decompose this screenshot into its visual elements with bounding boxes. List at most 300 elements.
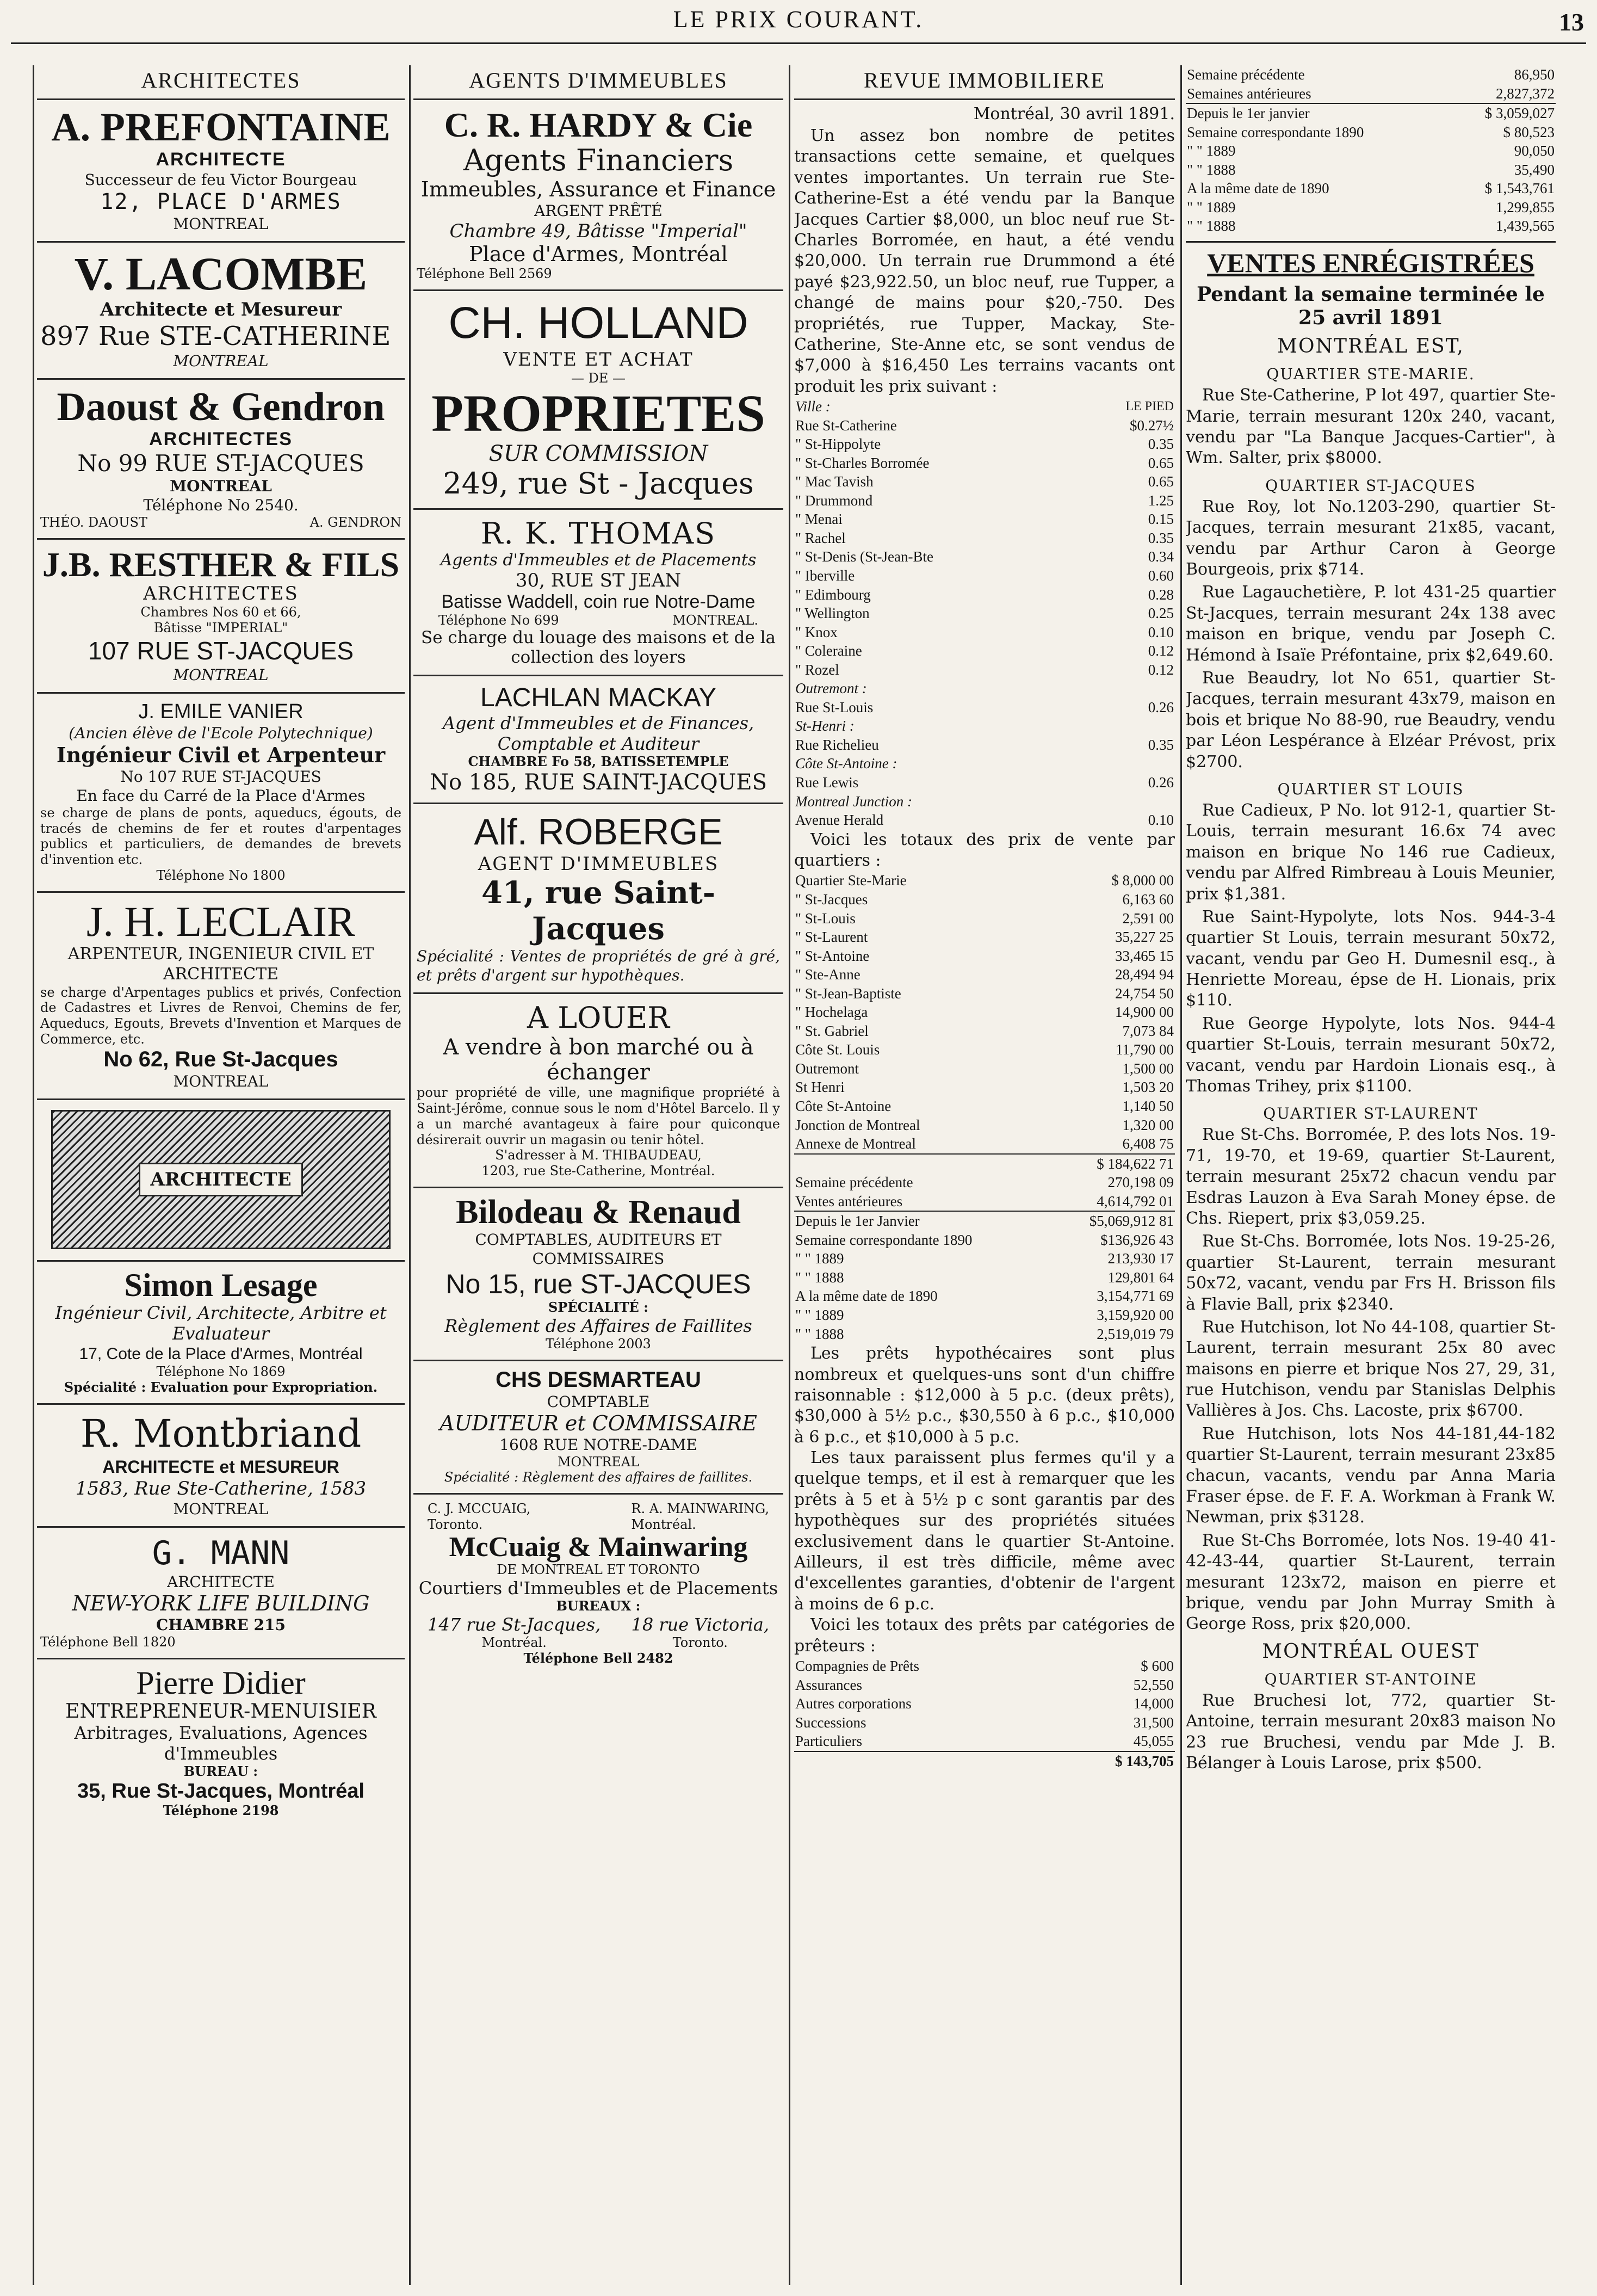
advertiser-specialty: Spécialité : Ventes de propriétés de gré à gré, et prêts d'argent sur hypothèques. <box>417 947 780 985</box>
advertiser-address: No 107 RUE ST-JACQUES <box>120 767 321 786</box>
row-value: 270,198 09 <box>1107 1174 1174 1191</box>
section-title: REVUE IMMOBILIERE <box>794 65 1175 100</box>
advertiser-address: 41, rue Saint-Jacques <box>481 875 716 947</box>
row-value: 0.28 <box>1148 586 1174 603</box>
row-value: 0.12 <box>1148 643 1174 659</box>
lenders-total: $ 143,705 <box>1091 1751 1175 1771</box>
row-label: A la même date de 1890 <box>795 1288 938 1305</box>
quartier-heading: QUARTIER ST-LAURENT <box>1263 1104 1478 1123</box>
row-label: " St-Antoine <box>795 947 870 964</box>
rates-paragraph: Les taux paraissent plus fermes qu'il y a quelque temps, et il est à remarquer que les prêts à 5 et à 5½ p c sont garantis par des hypothèques sur des propriétés situées exclusivement dans le quartier St-Antoine. Ailleurs, il est très difficile, même avec d'excellentes garanties, d'obtenir de l'argent à moins de 6 p.c. <box>794 1448 1175 1614</box>
table-row <box>794 1078 1175 1097</box>
intro-paragraph: Un assez bon nombre de petites transactions cette semaine, et quelques ventes importantes. Un terrain rue Ste-Catherine-Est a été vendu par la Banque Jacques Cartier $8,000, un bloc neuf rue St-Charles Borromée, en haut, a été vendu $20,000. Un terrain rue Drummond a été payé $23,922.50, un bloc neuf, rue Tupper, a changé de mains pour $20,-750. Des propriétés, rue Tupper, Mackay, Ste-Catherine, Ste-Anne etc, se sont vendus de $7,000 à $16,450 Les terrains vacants ont produit les prix suivant : <box>794 126 1175 396</box>
advertiser-room: CHAMBRE Fo 58, BATISSETEMPLE <box>468 754 729 770</box>
row-label: " " 1888 <box>1187 218 1236 234</box>
table-row <box>794 510 1175 529</box>
row-value: 129,801 64 <box>1107 1269 1174 1286</box>
advertiser-name: CH. HOLLAND <box>448 298 748 348</box>
table-row <box>1186 161 1556 180</box>
advertiser-role: Agent d'Immeubles et de Finances, Comptable et Auditeur <box>442 713 754 755</box>
advertiser-address: 17, Cote de la Place d'Armes, Montréal <box>79 1344 363 1363</box>
row-label: " Coleraine <box>795 643 862 659</box>
table-row <box>794 661 1175 680</box>
advertiser-address: 1583, Rue Ste-Catherine, 1583 <box>75 1477 367 1499</box>
ad-illustration <box>37 1100 405 1262</box>
advertiser-name: CHS DESMARTEAU <box>496 1367 701 1392</box>
row-label: " Mac Tavish <box>795 473 874 490</box>
row-value: 1,500 00 <box>1122 1060 1174 1077</box>
table-row <box>794 529 1175 548</box>
row-label: " Wellington <box>795 605 870 622</box>
advertiser-room: Chambre 49, Bâtisse "Imperial" <box>449 220 747 243</box>
total-value: $ 3,059,027 <box>1472 103 1556 123</box>
subtotal-value: $ 184,622 71 <box>1088 1154 1175 1174</box>
table-row <box>794 947 1175 966</box>
table-row <box>794 566 1175 585</box>
advertiser-role: AGENT D'IMMEUBLES <box>478 853 719 875</box>
row-label: Semaine précédente <box>1187 66 1305 83</box>
row-value: 35,490 <box>1514 161 1555 178</box>
totals-intro: Voici les totaux des prix de vente par quartiers : <box>794 830 1175 871</box>
table-row <box>794 871 1175 890</box>
office-city: Montréal. <box>481 1635 547 1651</box>
advertiser-name: C. R. HARDY & Cie <box>444 106 753 144</box>
advertiser-address: 1608 RUE NOTRE-DAME <box>499 1435 697 1454</box>
column-divider <box>409 65 411 2285</box>
advertiser-city: MONTREAL <box>173 1499 269 1518</box>
advertiser-building: Batisse Waddell, coin rue Notre-Dame <box>441 591 756 612</box>
notice-subtitle: A vendre à bon marché ou à échanger <box>443 1035 754 1085</box>
row-label: Quartier Ste-Marie <box>795 872 907 889</box>
row-value: 2,591 00 <box>1122 910 1174 927</box>
row-label: Semaine correspondante 1890 <box>1187 124 1364 140</box>
row-label: " St-Hippolyte <box>795 436 881 453</box>
column-revue <box>794 65 1175 2274</box>
advertiser-role: Architecte et Mesureur <box>100 298 342 320</box>
engraving-image <box>51 1110 391 1249</box>
street-name: Avenue Herald <box>795 812 884 829</box>
advertiser-phone: Téléphone No 1869 <box>156 1364 286 1380</box>
table-row <box>794 1022 1175 1041</box>
row-label: St Henri <box>795 1079 845 1096</box>
column-divider <box>789 65 790 2285</box>
row-value: 7,073 84 <box>1122 1022 1174 1039</box>
row-value: 2,827,372 <box>1496 85 1555 102</box>
table-row <box>794 1097 1175 1116</box>
advertiser-room: CHAMBRE 215 <box>156 1615 286 1634</box>
quartier-totals-table <box>794 871 1175 1343</box>
ad-hardy <box>413 100 783 291</box>
advertiser-city: MONTREAL <box>170 477 272 496</box>
advertiser-city: MONTREAL <box>173 352 269 371</box>
row-label: Semaine précédente <box>795 1174 913 1191</box>
row-label: Semaines antérieures <box>1187 85 1311 102</box>
row-value: 35,227 25 <box>1115 929 1174 946</box>
row-value: 1,140 50 <box>1122 1098 1174 1114</box>
advertiser-phone: Téléphone No 1800 <box>156 867 286 883</box>
advertiser-role: ARCHITECTES <box>143 583 299 605</box>
table-row <box>794 1676 1175 1695</box>
sale-entry: Rue George Hypolyte, lots Nos. 944-4 quartier St-Louis, terrain mesurant 50x72, vacant, vendu par Hardoin Lionais esq., à Thomas Trihey, prix $1100. <box>1186 1014 1556 1096</box>
table-row <box>794 1134 1175 1154</box>
price-table-suburbs <box>794 679 1175 829</box>
table-row <box>794 909 1175 928</box>
lenders-table <box>794 1657 1175 1770</box>
row-value: 86,950 <box>1514 66 1555 83</box>
advertiser-de: — DE — <box>571 370 626 386</box>
row-label: Autres corporations <box>795 1695 912 1712</box>
advertiser-phone: Téléphone 2003 <box>546 1336 651 1351</box>
row-value: 0.65 <box>1148 454 1174 471</box>
street-name: Rue Richelieu <box>795 736 879 753</box>
ad-thomas <box>413 510 783 677</box>
row-label: A la même date de 1890 <box>1187 180 1329 197</box>
advertiser-role: ENTREPRENEUR-MENUISIER <box>65 1700 376 1723</box>
row-value: 0.15 <box>1148 511 1174 528</box>
advertiser-name: Alf. ROBERGE <box>474 811 723 853</box>
loans-paragraph: Les prêts hypothécaires sont plus nombreux et quelques-uns sont d'un chiffre raisonnable : $12,000 à 5 p.c. (deux prêts), $30,000 à 5½ p.c., $30,550 à 6 p.c., $10,000 à 6 p.c., et $10,000 à 5 p.c. <box>794 1344 1175 1447</box>
row-value: 45,055 <box>1133 1733 1174 1750</box>
week-title: Pendant la semaine terminée le 25 avril 1891 <box>1197 282 1545 330</box>
sale-entry: Rue Cadieux, P No. lot 912-1, quartier St-Louis, terrain mesurant 16.6x 74 avec maison en brique No 146 rue Cadieux, vendu par Alfred Rimbreau à Louis Meunier, prix $1,381. <box>1186 800 1556 904</box>
advertiser-name: J. EMILE VANIER <box>138 700 304 723</box>
table-row <box>794 435 1175 454</box>
advertiser-note: Successeur de feu Victor Bourgeau <box>84 170 357 189</box>
row-label: Outremont <box>795 1060 859 1077</box>
row-value: 6,408 75 <box>1122 1135 1174 1152</box>
table-row <box>794 1325 1175 1344</box>
quartier-heading: QUARTIER ST-JACQUES <box>1265 476 1476 495</box>
sale-entry: Rue Roy, lot No.1203-290, quartier St-Jacques, terrain mesurant 21x85, vacant, vendu par Arthur Caron à George Bourgeois, prix $714. <box>1186 497 1556 579</box>
advertiser-city: MONTREAL <box>557 1454 640 1470</box>
advertiser-description: Se charge du louage des maisons et de la collection des loyers <box>421 628 776 668</box>
table-row <box>1186 217 1556 236</box>
table-row <box>794 1059 1175 1078</box>
row-label: " St. Gabriel <box>795 1022 869 1039</box>
row-value: 1,439,565 <box>1496 218 1555 234</box>
sales-entries-west <box>1186 1670 1556 1774</box>
sale-entry: Rue Beaudry, lot No 651, quartier St-Jacques, terrain mesurant 43x79, maison en bois et brique No 88-90, rue Beaudry, vendu par Léon Lespérance à Elzéar Prévost, prix $2700. <box>1186 668 1556 771</box>
row-value: 3,154,771 69 <box>1097 1288 1174 1305</box>
header-rule <box>11 42 1586 44</box>
table-row <box>794 585 1175 604</box>
advertiser-name: Simon Lesage <box>124 1267 318 1303</box>
advertiser-name: Daoust & Gendron <box>57 385 385 430</box>
advertiser-role: ARCHITECTE et MESUREUR <box>102 1456 339 1477</box>
partner-name: A. GENDRON <box>310 515 401 530</box>
advertiser-name: R. Montbriand <box>80 1411 362 1456</box>
advertiser-role: ARCHITECTE <box>167 1572 275 1591</box>
row-label: " " 1889 <box>1187 199 1236 215</box>
table-row <box>1186 179 1556 198</box>
row-value: 1,320 00 <box>1122 1116 1174 1133</box>
advertiser-service: SUR COMMISSION <box>488 441 708 466</box>
quartier-heading: QUARTIER ST LOUIS <box>1277 780 1464 798</box>
price-unit: LE PIED <box>1125 399 1174 413</box>
advertiser-role: Agents Financiers <box>463 143 734 178</box>
advertiser-name: G. MANN <box>152 1534 290 1572</box>
sales-entries-east <box>1186 365 1556 1634</box>
advertiser-address: 107 RUE ST-JACQUES <box>88 636 354 665</box>
row-label: " " 1889 <box>1187 143 1236 159</box>
street-name: Rue St-Louis <box>795 699 874 715</box>
advertiser-name: A. PREFONTAINE <box>51 105 391 150</box>
advertiser-specialty: Spécialité : Evaluation pour Expropriation. <box>64 1379 378 1396</box>
row-value: 14,900 00 <box>1115 1004 1174 1021</box>
advertiser-address: Place d'Armes, Montréal <box>469 242 728 267</box>
advertiser-headline: PROPRIETES <box>431 384 765 442</box>
advertiser-description: se charge de plans de ponts, aqueducs, égouts, de tracés de chemins de fer et routes d'arpentages publics et particuliers, de demandes de brevets d'invention etc. <box>40 805 401 868</box>
row-value: 3,159,920 00 <box>1097 1307 1174 1324</box>
row-value: 0.35 <box>1148 436 1174 453</box>
ad-resther <box>37 540 405 694</box>
section-title: ARCHITECTES <box>37 65 405 100</box>
row-label: " St-Jacques <box>795 891 868 908</box>
partner-name: R. A. MAINWARING, <box>631 1501 769 1517</box>
column-agents <box>413 65 783 2274</box>
ad-montbriand <box>37 1405 405 1528</box>
notice-address: 1203, rue Ste-Catherine, Montréal. <box>481 1163 715 1179</box>
column-divider <box>1180 65 1182 2285</box>
advertiser-city: MONTREAL <box>173 1072 269 1090</box>
advertiser-specialty: Spécialité : Règlement des affaires de faillites. <box>444 1470 753 1485</box>
row-value: $ 8,000 00 <box>1111 872 1174 889</box>
table-row <box>794 1657 1175 1676</box>
quartier-heading: QUARTIER ST-ANTOINE <box>1264 1670 1477 1688</box>
row-label: Annexe de Montreal <box>795 1135 916 1152</box>
advertiser-phone: Téléphone Bell 2569 <box>417 266 552 282</box>
ad-roberge <box>413 804 783 994</box>
engraving-label: ARCHITECTE <box>139 1163 302 1196</box>
office-label: BUREAUX : <box>556 1598 641 1614</box>
row-label: Particuliers <box>795 1733 862 1750</box>
advertiser-description: se charge d'Arpentages publics et privés, Confection de Cadastres et Livres de Renvoi, Chemins de fer, Aqueducs, Egouts, Brevets d'Invention et Marques de Commerce, etc. <box>40 984 401 1047</box>
advertiser-address: No 99 RUE ST-JACQUES <box>77 450 364 477</box>
advertiser-name: J.B. RESTHER & FILS <box>42 545 400 584</box>
advertiser-address: No 185, RUE SAINT-JACQUES <box>429 770 767 795</box>
page-number: 13 <box>1559 8 1584 36</box>
table-row <box>794 604 1175 623</box>
advertiser-name: Bilodeau & Renaud <box>456 1193 741 1231</box>
row-value: 0.12 <box>1148 661 1174 678</box>
column-ventes <box>1186 65 1556 2274</box>
advertiser-building: Bâtisse "IMPERIAL" <box>153 620 288 635</box>
region-heading: MONTRÉAL EST, <box>1277 335 1464 358</box>
row-label: " Rozel <box>795 661 839 678</box>
row-value: $136,926 43 <box>1100 1231 1174 1248</box>
price-head: Ville : <box>795 398 831 415</box>
ad-lacombe <box>37 243 405 380</box>
sale-entry: Rue Saint-Hypolyte, lots Nos. 944-3-4 quartier St Louis, terrain mesurant 50x72, vacant, vendu par Geo H. Dumesnil esq., à Henriette Moreau, épse de H. Lionais, prix $110. <box>1186 907 1556 1010</box>
column-architectes <box>37 65 405 2274</box>
table-row <box>794 965 1175 984</box>
table-row <box>794 1040 1175 1059</box>
table-row <box>794 1116 1175 1135</box>
table-row <box>794 1732 1175 1751</box>
row-value: 0.25 <box>1148 605 1174 622</box>
row-value: 4,614,792 01 <box>1097 1193 1174 1209</box>
ad-lesage <box>37 1262 405 1405</box>
advertiser-description: Immeubles, Assurance et Finance <box>420 177 776 202</box>
partner-city: Toronto. <box>428 1517 483 1533</box>
sale-entry: Rue Ste-Catherine, P lot 497, quartier Ste-Marie, terrain mesurant 120x 240, vacant, vendu par "La Banque Jacques-Cartier", à Wm. Salter, prix $8000. <box>1186 386 1556 468</box>
row-value: 1.25 <box>1148 492 1174 509</box>
advertiser-location: En face du Carré de la Place d'Armes <box>76 786 366 805</box>
row-value: 2,519,019 79 <box>1097 1325 1174 1342</box>
advertiser-phone: Téléphone Bell 2482 <box>523 1650 673 1666</box>
advertiser-phone: Téléphone No 2540. <box>143 496 299 515</box>
district-label: Côte St-Antoine : <box>795 755 897 772</box>
total-label: Depuis le 1er Janvier <box>794 1211 1088 1231</box>
office-address: 18 rue Victoria, <box>631 1614 769 1635</box>
office-label: BUREAU : <box>183 1763 258 1779</box>
sale-entry: Rue St-Chs. Borromée, lots Nos. 19-25-26, quartier St-Laurent, terrain mesurant 50x72, vacant, vendu par Frs H. Brisson fils à Flavie Ball, prix $2340. <box>1186 1232 1556 1314</box>
stats-table <box>1186 65 1556 236</box>
row-value: $ 1,543,761 <box>1484 180 1555 197</box>
partner-name: C. J. MCCUAIG, <box>428 1501 531 1517</box>
sale-entry: Rue St-Chs. Borromée, P. des lots Nos. 19-71, 19-70, et 19-69, quartier St-Laurent, terrain mesurant 25x72 chacun vendu par Esdras Lauzon à Eva Sarah Money épse. de Chs. Riepert, prix $3,059.25. <box>1186 1125 1556 1228</box>
row-value: 1,503 20 <box>1122 1079 1174 1096</box>
advertiser-role: COMPTABLE <box>547 1392 650 1411</box>
row-value: 24,754 50 <box>1115 985 1174 1002</box>
row-label: " " 1888 <box>795 1269 844 1286</box>
row-label: Ventes antérieures <box>795 1193 903 1209</box>
row-value: 213,930 17 <box>1107 1250 1174 1267</box>
table-row <box>794 623 1175 642</box>
table-row <box>1186 141 1556 161</box>
sale-entry: Rue Bruchesi lot, 772, quartier St-Antoine, terrain mesurant 20x83 maison No 23 rue Bruchesi, vendu par Mde J. B. Bélanger à Louis Larose, prix $500. <box>1186 1690 1556 1773</box>
sale-entry: Rue St-Chs Borromée, lots Nos. 19-40 41-42-43-44, quartier St-Laurent, terrain mesurant 123x72, maison en pierre et brique, vendu par John Murray Smith à George Ross, prix $20,000. <box>1186 1530 1556 1634</box>
row-label: " Edimbourg <box>795 586 871 603</box>
row-label: Côte St. Louis <box>795 1041 880 1058</box>
notice-body: pour propriété de ville, une magnifique propriété à Saint-Jérôme, connue sous le nom d'Hôtel Barcelo. Il y a un marché avantageux à faire pour quiconque désirerait ouvrir un magasin ou tenir hôtel. <box>417 1085 780 1147</box>
specialty-label: SPÉCIALITÉ : <box>548 1299 649 1316</box>
ad-a-louer <box>413 994 783 1188</box>
advertiser-address: No 15, rue ST-JACQUES <box>445 1269 751 1300</box>
advertiser-city: MONTREAL. <box>672 612 758 628</box>
row-label: Jonction de Montreal <box>795 1116 920 1133</box>
table-row <box>794 454 1175 473</box>
advertiser-name: V. LACOMBE <box>74 247 368 300</box>
row-label: Assurances <box>795 1676 862 1693</box>
row-label: " " 1888 <box>1187 161 1236 178</box>
row-label: " Hochelaga <box>795 1004 868 1021</box>
table-row <box>794 1713 1175 1732</box>
total-value: $5,069,912 81 <box>1088 1211 1175 1231</box>
district-label: Outremont : <box>795 680 867 697</box>
advertiser-role: Ingénieur Civil et Arpenteur <box>56 742 386 767</box>
quartier-heading: QUARTIER STE-MARIE. <box>1266 365 1475 384</box>
row-label: " " 1888 <box>795 1325 844 1342</box>
advertiser-address: 897 Rue STE-CATHERINE <box>40 321 391 352</box>
dateline: Montréal, 30 avril 1891. <box>973 104 1175 124</box>
notice-title: A LOUER <box>527 1001 670 1035</box>
table-row <box>794 1173 1175 1192</box>
district-label: St-Henri : <box>795 718 855 735</box>
price-table <box>794 397 1175 679</box>
advertiser-address: No 62, Rue St-Jacques <box>103 1047 338 1071</box>
ad-mackay <box>413 676 783 804</box>
row-value: 11,790 00 <box>1116 1041 1174 1058</box>
table-row <box>794 547 1175 566</box>
advertiser-city: MONTREAL <box>173 665 269 684</box>
row-value: 1,299,855 <box>1496 199 1555 215</box>
row-value: 14,000 <box>1133 1695 1174 1712</box>
ad-vanier <box>37 694 405 893</box>
row-value: 28,494 94 <box>1115 966 1174 983</box>
advertiser-address: 35, Rue St-Jacques, Montréal <box>77 1779 364 1803</box>
office-address: 147 rue St-Jacques, <box>428 1614 601 1635</box>
row-label: " St-Laurent <box>795 929 868 946</box>
sale-entry: Rue Lagauchetière, P. lot 431-25 quartier St-Jacques, terrain mesurant 24x 138 avec maison en brique, vendu par Joseph C. Hémond à Isaïe Préfontaine, prix $2,649.60. <box>1186 583 1556 665</box>
row-value: 52,550 <box>1133 1676 1174 1693</box>
row-value: 0.60 <box>1148 567 1174 584</box>
row-label: " Knox <box>795 624 838 640</box>
row-label: Compagnies de Prêts <box>795 1657 919 1674</box>
row-label: Successions <box>795 1714 866 1731</box>
street-price: 0.26 <box>1148 699 1174 715</box>
row-value: 0.10 <box>1148 624 1174 640</box>
table-row <box>794 491 1175 510</box>
street-name: Rue Lewis <box>795 774 859 791</box>
advertiser-name: R. K. THOMAS <box>480 516 716 551</box>
row-label: " St-Charles Borromée <box>795 454 930 471</box>
table-row <box>794 1268 1175 1287</box>
table-row <box>794 472 1175 491</box>
newspaper-title: LE PRIX COURANT. <box>673 6 924 33</box>
notice-contact: S'adresser à M. THIBAUDEAU, <box>495 1147 702 1163</box>
table-row <box>794 1003 1175 1022</box>
advertiser-role: ARCHITECTE <box>156 149 286 170</box>
row-value: $ 80,523 <box>1503 124 1555 140</box>
advertiser-address: 30, RUE ST JEAN <box>515 569 682 591</box>
advertiser-name: Pierre Didier <box>136 1664 306 1701</box>
table-row <box>794 890 1175 909</box>
table-row <box>794 416 1175 435</box>
advertiser-address: 12, PLACE D'ARMES <box>100 189 342 214</box>
advertiser-cities: DE MONTREAL ET TORONTO <box>497 1562 700 1578</box>
row-value: $ 600 <box>1141 1657 1174 1674</box>
row-value: $0.27½ <box>1130 417 1174 434</box>
row-label: " Rachel <box>795 529 846 546</box>
row-value: 90,050 <box>1514 143 1555 159</box>
table-row <box>794 641 1175 661</box>
table-row <box>1186 65 1556 84</box>
row-value: 31,500 <box>1133 1714 1174 1731</box>
ad-desmarteau <box>413 1361 783 1495</box>
advertiser-role: Courtiers d'Immeubles et de Placements <box>418 1578 778 1599</box>
row-label: " St-Louis <box>795 910 856 927</box>
advertiser-name: McCuaig & Mainwaring <box>449 1531 748 1563</box>
lenders-intro: Voici les totaux des prêts par catégories de prêteurs : <box>794 1615 1175 1656</box>
row-label: Rue St-Catherine <box>795 417 897 434</box>
table-row <box>794 1192 1175 1212</box>
column-divider <box>33 65 34 2285</box>
advertiser-phone: Téléphone 2198 <box>163 1802 279 1818</box>
region-heading: MONTRÉAL OUEST <box>1262 1640 1480 1663</box>
advertiser-specialty: Règlement des Affaires de Faillites <box>444 1315 752 1336</box>
row-label: Côte St-Antoine <box>795 1098 892 1114</box>
row-label: " Iberville <box>795 567 855 584</box>
ad-prefontaine <box>37 100 405 243</box>
ad-leclair <box>37 893 405 1100</box>
row-value: 6,163 60 <box>1122 891 1174 908</box>
ad-daoust-gendron <box>37 380 405 539</box>
advertiser-role: Ingénieur Civil, Architecte, Arbitre et Evaluateur <box>55 1302 387 1344</box>
street-price: 0.35 <box>1148 736 1174 753</box>
advertiser-service: ARGENT PRÊTÉ <box>534 202 663 220</box>
ad-didier <box>37 1659 405 1826</box>
